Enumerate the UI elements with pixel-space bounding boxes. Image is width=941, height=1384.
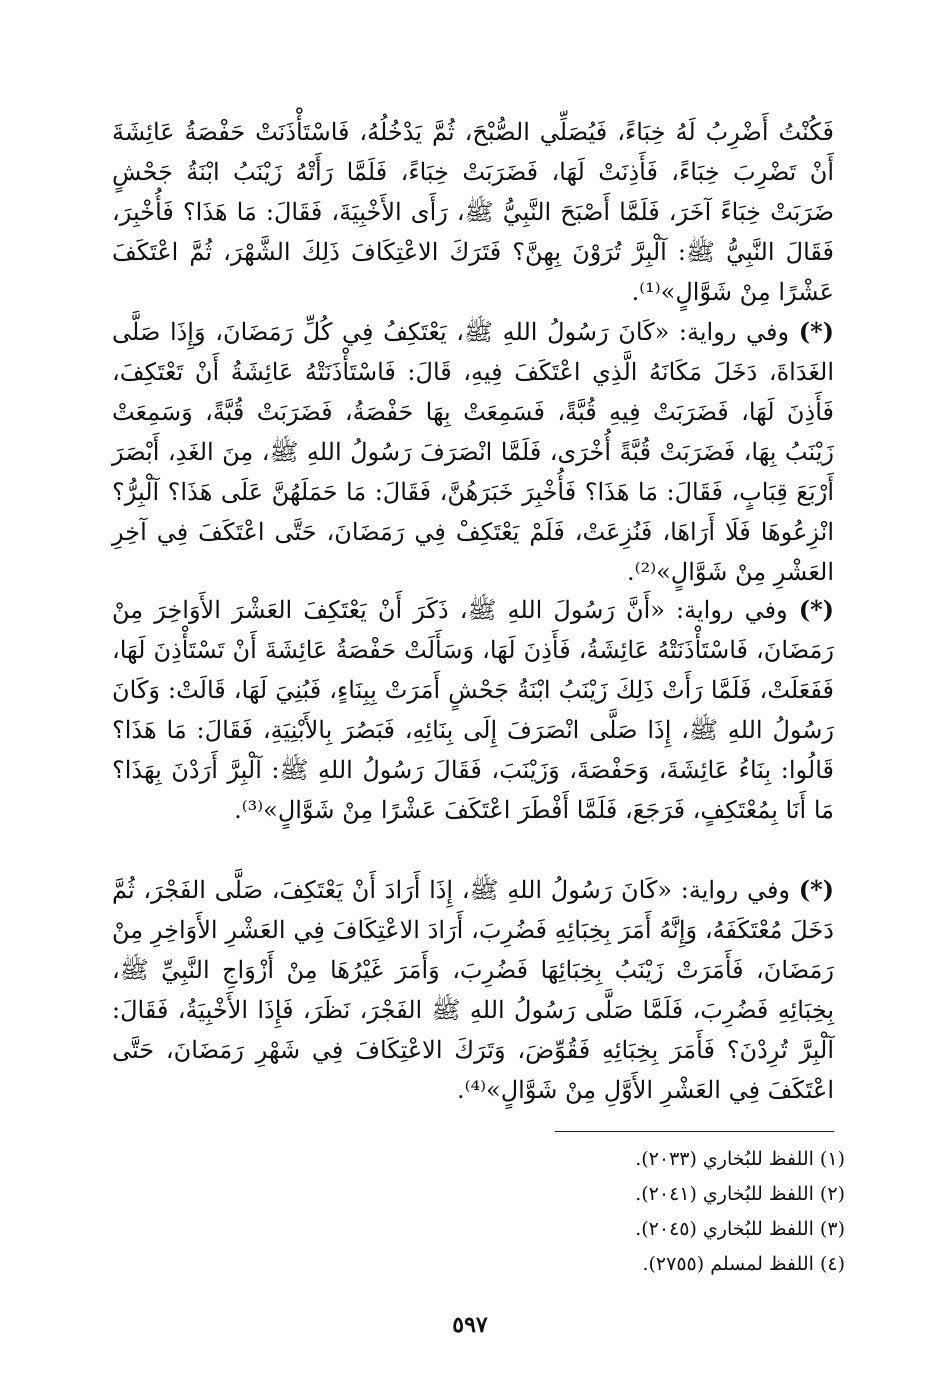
paragraph-text: وفي رواية: «كَانَ رَسُولُ اللهِ ﷺ، إِذَا أَرَادَ أَنْ يَعْتَكِفَ، صَلَّى الفَجْرَ، ثُمَّ دَخَلَ مُعْتَكَفَهُ، وَإِنَّهُ أَمَرَ بِخِبَائِهِ فَضُرِبَ، أَرَادَ الاعْتِكَافَ فِي العَشْرِ الأَوَاخِرِ مِنْ رَمَضَانَ، فَأَمَرَتْ زَيْنَبُ بِخِبَائِهَا فَضُرِبَ، وَأَمَرَ غَيْرُهَا مِنْ أَزْوَاجِ النَّبِيِّ ﷺ، بِخِبَائِهِ فَضُرِبَ، فَلَمَّا صَلَّى رَسُولُ اللهِ ﷺ الفَجْرَ، نَظَرَ، فَإِذَا الأَخْبِيَةُ، فَقَالَ: آلْبِرَّ تُرِدْنَ؟ فَأَمَرَ بِخِبَائِهِ فَقُوِّضَ، وَتَرَكَ الاعْتِكَافَ فِي شَهْرِ رَمَضَانَ، حَتَّى اعْتَكَفَ فِي العَشْرِ الأَوَّلِ مِنْ شَوَّالٍ»⁽⁴⁾. bbox=[112, 876, 834, 1104]
narration-marker: (*) bbox=[798, 875, 834, 904]
paragraph-1 bbox=[112, 112, 834, 312]
paragraph-text: وفي رواية: «كَانَ رَسُولُ اللهِ ﷺ، يَعْتَكِفُ فِي كُلِّ رَمَضَانَ، وَإِذَا صَلَّى الغَدَاةَ، دَخَلَ مَكَانَهُ الَّذِي اعْتَكَفَ فِيهِ، قَالَ: فَاسْتَأْذَنَتْهُ عَائِشَةُ أَنْ تَعْتَكِفَ، فَأَذِنَ لَهَا، فَضَرَبَتْ فِيهِ قُبَّةً، فَسَمِعَتْ بِهَا حَفْصَةُ، فَضَرَبَتْ قُبَّةً، وَسَمِعَتْ زَيْنَبُ بِهَا، فَضَرَبَتْ قُبَّةً أُخْرَى، فَلَمَّا انْصَرَفَ رَسُولُ اللهِ ﷺ، مِنَ الغَدِ، أَبْصَرَ أَرْبَعَ قِبَابٍ، فَقَالَ: مَا هَذَا؟ فَأُخْبِرَ خَبَرَهُنَّ، فَقَالَ: مَا حَمَلَهُنَّ عَلَى هَذَا؟ آلْبِرُّ؟ انْزِعُوهَا فَلَا أَرَاهَا، فَنُزِعَتْ، فَلَمْ يَعْتَكِفْ فِي رَمَضَانَ، حَتَّى اعْتَكَفَ فِي آخِرِ العَشْرِ مِنْ شَوَّالٍ»⁽²⁾. bbox=[112, 318, 834, 586]
narration-marker: (*) bbox=[798, 317, 834, 346]
paragraph-3 bbox=[112, 590, 834, 830]
paragraph-text: فَكُنْتُ أَضْرِبُ لَهُ خِبَاءً، فَيُصَلِّي الصُّبْحَ، ثُمَّ يَدْخُلُهُ، فَاسْتَأْذَنَتْ حَفْصَةُ عَائِشَةَ أَنْ تَضْرِبَ خِبَاءً، فَأَذِنَتْ لَهَا، فَضَرَبَتْ خِبَاءً، فَلَمَّا رَأَتْهُ زَيْنَبُ ابْنَةُ جَحْشٍ ضَرَبَتْ خِبَاءً آخَرَ، فَلَمَّا أَصْبَحَ النَّبِيُّ ﷺ، رَأَى الأَخْبِيَةَ، فَقَالَ: مَا هَذَا؟ فَأُخْبِرَ، فَقَالَ النَّبِيُّ ﷺ: آلْبِرَّ تُرَوْنَ بِهِنَّ؟ فَتَرَكَ الاعْتِكَافَ ذَلِكَ الشَّهْرَ، ثُمَّ اعْتَكَفَ عَشْرًا مِنْ شَوَّالٍ»⁽¹⁾. bbox=[112, 118, 834, 306]
footnote-divider bbox=[555, 1131, 834, 1132]
page-number: ٥٩٧ bbox=[452, 1312, 488, 1338]
footnote-3: (٣) اللفظ للبُخاري (٢٠٤٥). bbox=[635, 1218, 845, 1240]
footnotes bbox=[425, 1142, 845, 1282]
footnote-4: (٤) اللفظ لمسلم (٢٧٥٥). bbox=[642, 1253, 845, 1275]
paragraph-4 bbox=[112, 870, 834, 1110]
footnote-1: (١) اللفظ للبُخاري (٢٠٣٣). bbox=[635, 1148, 845, 1170]
narration-marker: (*) bbox=[798, 595, 834, 624]
footnote-2: (٢) اللفظ للبُخاري (٢٠٤١). bbox=[635, 1183, 845, 1205]
paragraph-2 bbox=[112, 312, 834, 592]
paragraph-text: وفي رواية: «أَنَّ رَسُولَ اللهِ ﷺ، ذَكَرَ أَنْ يَعْتَكِفَ العَشْرَ الأَوَاخِرَ مِنْ رَمَضَانَ، فَاسْتَأْذَنَتْهُ عَائِشَةُ، فَأَذِنَ لَهَا، وَسَأَلَتْ حَفْصَةُ عَائِشَةَ أَنْ تَسْتَأْذِنَ لَهَا، فَفَعَلَتْ، فَلَمَّا رَأَتْ ذَلِكَ زَيْنَبُ ابْنَةُ جَحْشٍ أَمَرَتْ بِبِنَاءٍ، فَبُنِيَ لَهَا، قَالَتْ: وَكَانَ رَسُولُ اللهِ ﷺ، إِذَا صَلَّى انْصَرَفَ إِلَى بِنَائِهِ، فَبَصُرَ بِالأَبْنِيَةِ، فَقَالَ: مَا هَذَا؟ قَالُوا: بِنَاءُ عَائِشَةَ، وَحَفْصَةَ، وَزَيْنَبَ، فَقَالَ رَسُولُ اللهِ ﷺ: آلْبِرَّ أَرَدْنَ بِهَذَا؟ مَا أَنَا بِمُعْتَكِفٍ، فَرَجَعَ، فَلَمَّا أَفْطَرَ اعْتَكَفَ عَشْرًا مِنْ شَوَّالٍ»⁽³⁾. bbox=[112, 596, 834, 824]
